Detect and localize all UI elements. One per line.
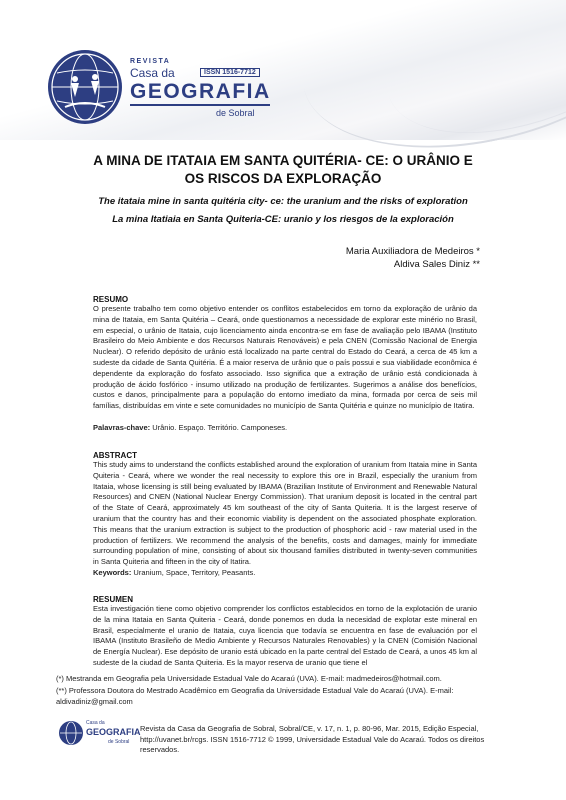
author-1: Maria Auxiliadora de Medeiros * bbox=[345, 246, 480, 257]
footer-logo-geografia: GEOGRAFIA bbox=[86, 727, 141, 737]
logo-geografia: GEOGRAFIA bbox=[130, 80, 271, 103]
keywords-label: Keywords: bbox=[93, 568, 132, 577]
abstract-text: This study aims to understand the conflicts established around the exploration of uranium from Itataia mine in Santa Quiteria - Ceará, where we wonder the real necessity to explore this ore in Brazil, especially the uranium from Itataia, whose licensing is still being evaluated by IBAMA (Brazilian Institute of Environment and Renewable Natural Resources) and CNEN (National Nuclear Energy Commission). That uranium deposit is located in the central part of the State of Ceará, approximately 45 km southeast of the city of Santa Quiteria. It is the largest reserve of uranium that the country has and their economic viability is dependent on the associated phosphate exploration. This means that the uranium extraction is subject to the production of phosphoric acid - raw material used in the production of fertilizers. We recommend the analysis of the benefits, costs and damages, mainly for immediate surrounding population of mine, consisting of about six thousand families distributed in twenty-seven communities in Santa Quiteria and fifteen in the city of Itatira. bbox=[93, 460, 477, 567]
resumen-heading: RESUMEN bbox=[93, 595, 134, 604]
abstract-keywords bbox=[93, 568, 255, 577]
footer-logo-sobral: de Sobral bbox=[108, 739, 130, 745]
resumo-text: O presente trabalho tem como objetivo entender os conflitos estabelecidos em torno da exploração de urânio da mina de Itataia, em Santa Quitéria – Ceará, onde questionamos a necessidade de explorar este minério no Brasil, em especial, o urânio de Itataia, cujo licenciamento ainda encontra-se em fase de avaliação pelo IBAMA (Instituto Brasileiro do Meio Ambiente e dos Recursos Naturais Renováveis) e pela CNEN (Comissão Nacional de Energia Nuclear). O referido depósito de urânio está localizado na parte central do Estado do Ceará, a cerca de 45 km a sudeste da cidade de Santa Quitéria. É a maior reserva de urânio que o país possui e sua viabilidade econômica é dependente da exploração do fosfato associado. Isso significa que a extração de urânio está condicionada à produção de ácido fosfórico - insumo utilizado na produção de fertilizantes. Sugerimos a análise dos benefícios, custos e danos, principalmente para a população do entorno imediato da mina, formada por cerca de seis mil famílias, distribuídas em vinte e sete comunidades no município de Santa Quitéria e quinze no município de Itatira. bbox=[93, 304, 477, 411]
author-2: Aldiva Sales Diniz ** bbox=[393, 259, 480, 270]
footnote-2: (**) Professora Doutora do Mestrado Acadêmico em Geografia da Universidade Estadual Vale do Acaraú (UVA). E-mail: aldivadiniz@gmail.com bbox=[56, 686, 454, 706]
footer-logo-casa: Casa da bbox=[86, 720, 105, 726]
footer-logo bbox=[58, 718, 141, 748]
footnote-1: (*) Mestranda em Geografia pela Universidade Estadual Vale do Acaraú (UVA). E-mail: madmedeiros@hotmail.com. bbox=[56, 674, 442, 683]
keywords-values: Urânio. Espaço. Território. Camponeses. bbox=[150, 423, 288, 432]
footer-citation: Revista da Casa da Geografia de Sobral, Sobral/CE, v. 17, n. 1, p. 80-96, Mar. 2015, Edição Especial, http://uvanet.br/rcgs. ISSN 1516-7712 © 1999, Universidade Estadual Vale do Acaraú. Todos os direitos reservados. bbox=[140, 724, 485, 754]
globe-logo-icon bbox=[45, 47, 125, 127]
article-title bbox=[60, 152, 506, 188]
subtitle-spanish: La mina Itatiaia en Santa Quiteria-CE: uranio y los riesgos de la exploración bbox=[112, 214, 454, 225]
subtitle-english: The itataia mine in santa quitéria city- ce: the uranium and the risks of exploration bbox=[98, 196, 468, 207]
keywords-values: Uranium, Space, Territory, Peasants. bbox=[131, 568, 256, 577]
keywords-label: Palavras-chave: bbox=[93, 423, 151, 432]
logo-de-sobral: de Sobral bbox=[216, 108, 255, 118]
logo-issn: ISSN 1516-7712 bbox=[200, 68, 260, 77]
abstract-heading: ABSTRACT bbox=[93, 451, 137, 460]
resumo-keywords bbox=[93, 423, 287, 432]
logo-casa-da: Casa da bbox=[130, 66, 175, 80]
title-line-1: A MINA DE ITATAIA EM SANTA QUITÉRIA- CE: O URÂNIO E bbox=[93, 153, 473, 168]
resumen-text: Esta investigación tiene como objetivo comprender los conflictos establecidos en torno de la explotación de uranio de la mina Itataia en Santa Quiteria - Ceará, donde ponemos en duda la necesidad de explotar este mineral en Brasil, especialmente el uranio de Itataia, cuya licencia que todavía se encuentra en fase de evaluación por el IBAMA (Instituto Brasileño de Medio Ambiente y Recursos Naturales Renovables) y la CNEN (Comisión Nacional de Energía Nuclear). Ese depósito de uranio está ubicado en la parte central del Estado de Ceará, a unos 45 km al sudeste de la ciudad de Santa Quiteria. Es la mayor reserva de uranio que tiene el bbox=[93, 604, 477, 667]
title-line-2: OS RISCOS DA EXPLORAÇÃO bbox=[184, 171, 382, 186]
logo-underline bbox=[130, 104, 270, 106]
logo-revista: REVISTA bbox=[130, 58, 171, 65]
footer-globe-icon bbox=[58, 720, 84, 746]
resumo-heading: RESUMO bbox=[93, 295, 129, 304]
